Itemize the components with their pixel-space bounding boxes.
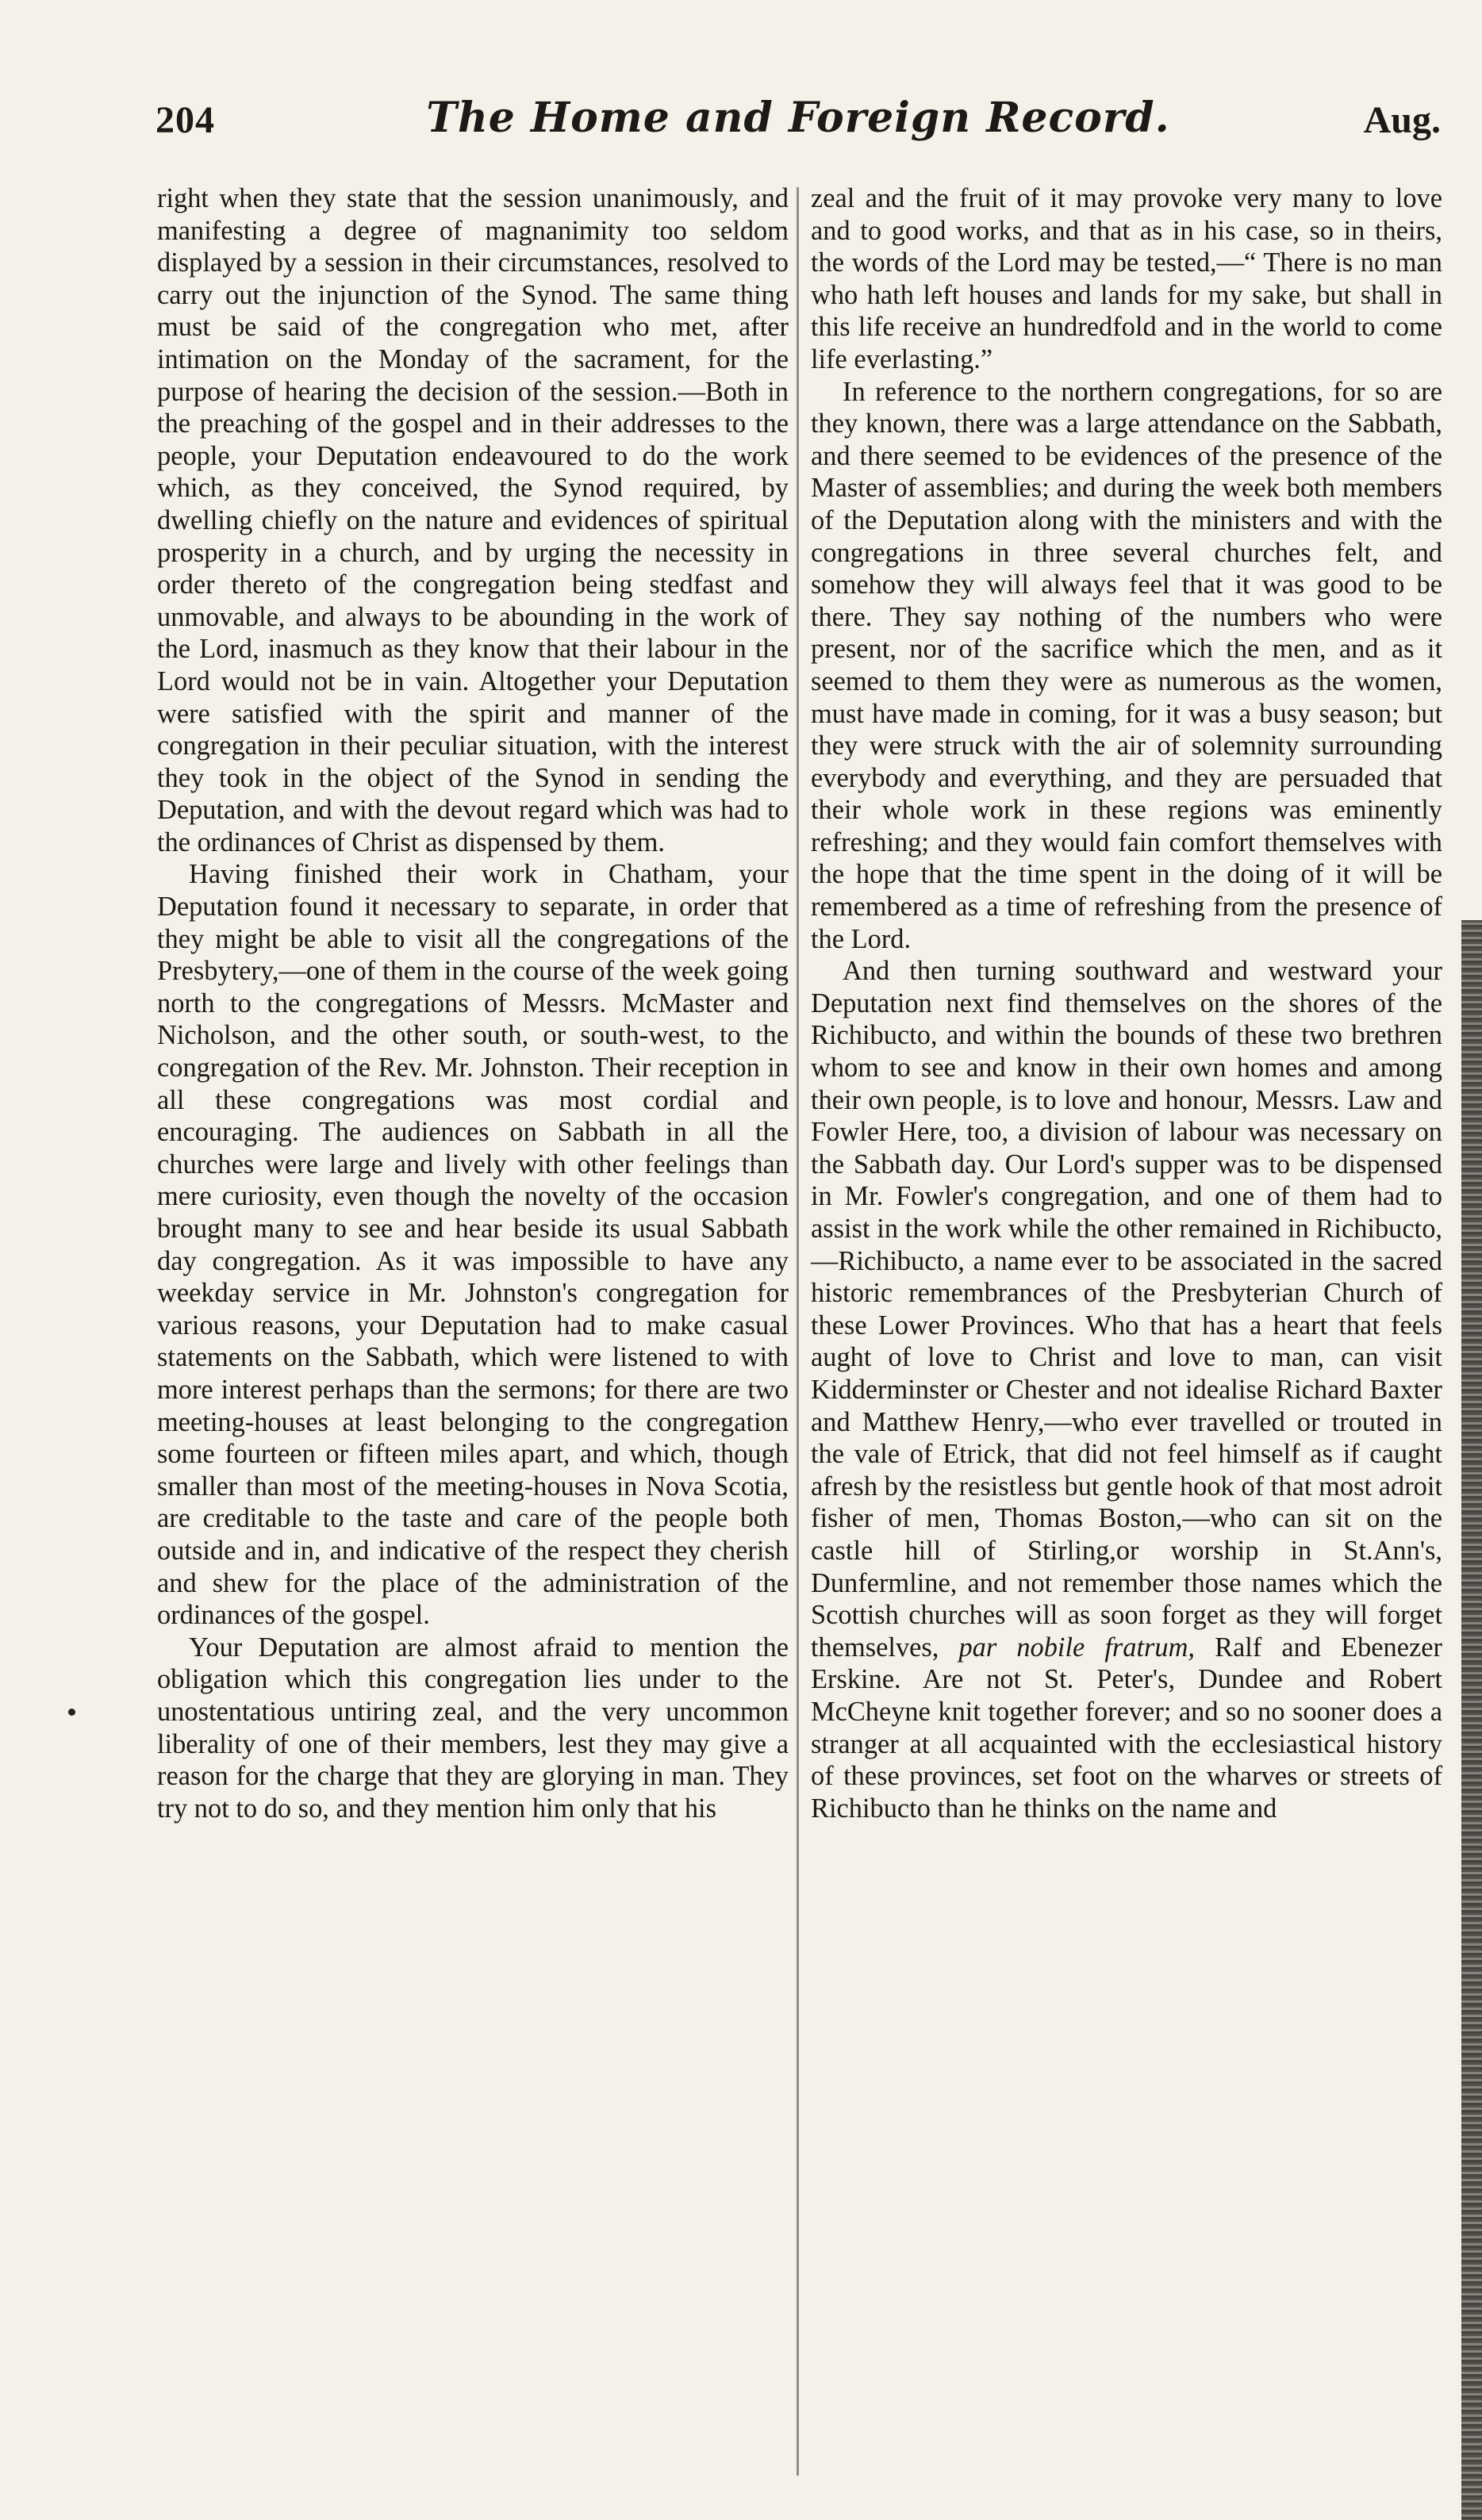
paragraph — [811, 955, 1442, 1824]
left-column — [157, 182, 789, 2475]
paragraph-text: And then turning southward and westward your Deputation next find themselves on the shores of the Richibucto, and within the bounds of these two brethren whom to see and know in their own homes and among their own people, is to love and honour, Messrs. Law and Fowler Here, too, a division of labour was necessary on the Sabbath day. Our Lord's supper was to be dispensed in Mr. Fowler's congregation, and one of them had to assist in the work while the other remained in Richibucto,—Richibucto, a name ever to be associated in the sacred historic remembrances of the Presbyterian Church of these Lower Provinces. Who that has a heart that feels aught of love to Christ and love to man, can visit Kidderminster or Chester and not idealise Richard Baxter and Matthew Henry,—who ever travelled or trouted in the vale of Etrick, that did not feel himself as if caught afresh by the resistless but gentle hook of that most adroit fisher of men, Thomas Boston,—who can sit on the castle hill of Stirling,or worship in St.Ann's, Dunfermline, and not remember those names which the Scottish churches will as soon forget as they will forget themselves, — [811, 956, 1442, 1663]
ink-speck — [68, 1709, 75, 1716]
right-column — [811, 182, 1442, 2475]
latin-phrase: par nobile fratrum, — [958, 1632, 1196, 1663]
paragraph: zeal and the fruit of it may provoke very many to love and to good works, and that as in his case, so in theirs, the words of the Lord may be tested,—“ There is no man who hath left houses and lands for my sake, but shall in this life receive an hundredfold and in the world to come life everlasting.” — [811, 183, 1442, 374]
paragraph: right when they state that the session unanimously, and manifesting a degree of magnanimity too seldom displayed by a session in their circumstances, resolved to carry out the injunction of the Synod. The same thing must be said of the congregation who met, after intimation on the Monday of the sacrament, for the purpose of hearing the decision of the session.—Both in the preaching of the gospel and in their addresses to the people, your Deputation endeavoured to do the work which, as they conceived, the Synod required, by dwelling chiefly on the nature and evidences of spiritual prosperity in a church, and by urging the necessity in order thereto of the congregation being stedfast and unmovable, and always to be abounding in the work of the Lord, inasmuch as they know that their labour in the Lord would not be in vain. Altogether your Deputation were satisfied with the spirit and manner of the congregation in their peculiar situation, with the interest they took in the object of the Synod in sending the Deputation, and with the devout regard which was had to the ordinances of Christ as dispensed by them. — [157, 183, 789, 857]
paragraph: In reference to the northern congregations, for so are they known, there was a large attendance on the Sabbath, and there seemed to be evidences of the presence of the Master of assemblies; and during the week both members of the Deputation along with the ministers and with the congregations in three several churches felt, and somehow they will always feel that it was good to be there. They say nothing of the numbers who were present, nor of the sacrifice which the men, and as it seemed to them they were as numerous as the women, must have made in coming, for it was a busy season; but they were struck with the air of solemnity surrounding everybody and everything, and they are persuaded that their whole work in these regions was eminently refreshing; and they would fain comfort themselves with the hope that the time spent in the doing of it will be remembered as a time of refreshing from the presence of the Lord. — [811, 376, 1442, 954]
month-label: Aug. — [1363, 99, 1441, 141]
running-title: The Home and Foreign Record. — [426, 94, 1170, 142]
paragraph: Having finished their work in Chatham, your Deputation found it necessary to separate, in order that they might be able to visit all the congregations of the Presbytery,—one of them in the course of the week going north to the congregations of Messrs. McMaster and Nicholson, and the other south, or south-west, to the congregation of the Rev. Mr. Johnston. Their reception in all these congregations was most cordial and encouraging. The audiences on Sabbath in all the churches were large and lively with other feelings than mere curiosity, even though the novelty of the occasion brought many to see and hear beside its usual Sabbath day congregation. As it was impossible to have any weekday service in Mr. Johnston's congregation for various reasons, your Deputation had to make casual statements on the Sabbath, which were listened to with more interest perhaps than the sermons; for there are two meeting-houses at least belonging to the congregation some fourteen or fifteen miles apart, and which, though smaller than most of the meeting-houses in Nova Scotia, are creditable to the taste and care of the people both outside and in, and indicative of the respect they cherish and shew for the place of the administration of the ordinances of the gospel. — [157, 859, 789, 1631]
paragraph-text-end: Ralf and Ebenezer Erskine. Are not St. Peter's, Dundee and Robert McCheyne knit together forever; and so no sooner does a stranger at all acquainted with the ecclesiastical history of these provinces, set foot on the wharves or streets of Richibucto than he thinks on the name and — [811, 1632, 1442, 1824]
page-edge-shadow — [1461, 920, 1482, 2520]
column-divider — [797, 187, 799, 2476]
paragraph: Your Deputation are almost afraid to mention the obligation which this congregation lies under to the unostentatious untiring zeal, and the very uncommon liberality of one of their members, lest they may give a reason for the charge that they are glorying in man. They try not to do so, and they mention him only that his — [157, 1632, 789, 1824]
page-header — [155, 94, 1441, 157]
page-number: 204 — [155, 99, 215, 141]
